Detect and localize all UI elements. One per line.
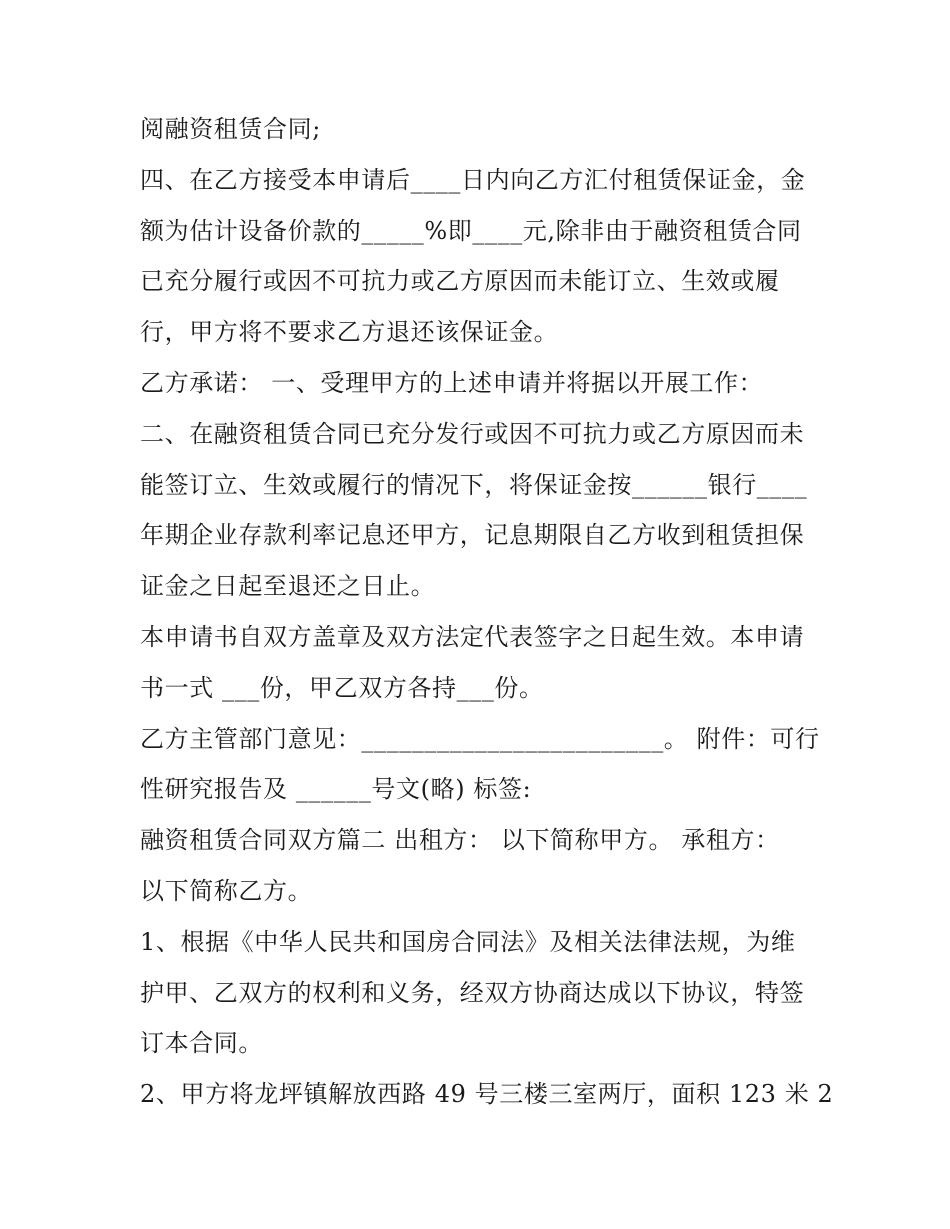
text-line: 2、甲方将龙坪镇解放西路 49 号三楼三室两厅，面积 123 米 2 <box>140 1080 834 1108</box>
text-line: 融资租赁合同双方篇二 出租方： 以下简称甲方。 承租方： <box>140 826 780 854</box>
text-line: 护甲、乙双方的权利和义务，经双方协商达成以下协议，特签 <box>140 979 805 1007</box>
text-line: 本申请书自双方盖章及双方法定代表签字之日起生效。本申请 <box>140 623 805 651</box>
text-line: 已充分履行或因不可抗力或乙方原因而未能订立、生效或履 <box>140 267 780 295</box>
text-line: 阅融资租赁合同; <box>140 115 321 143</box>
text-line: 能签订立、生效或履行的情况下，将保证金按______银行____ <box>140 471 808 499</box>
text-line: 年期企业存款利率记息还甲方，记息期限自乙方收到租赁担保 <box>140 521 805 549</box>
text-line: 乙方承诺： 一、受理甲方的上述申请并将据以开展工作： <box>140 369 764 397</box>
text-line: 行，甲方将不要求乙方退还该保证金。 <box>140 318 559 346</box>
text-line: 证金之日起至退还之日止。 <box>140 572 436 600</box>
text-line: 四、在乙方接受本申请后____日内向乙方汇付租赁保证金，金 <box>140 166 806 194</box>
text-line: 以下简称乙方。 <box>140 877 313 905</box>
text-line: 书一式 ___份，甲乙双方各持___份。 <box>140 674 544 702</box>
text-line: 性研究报告及 ______号文(略) 标签: <box>140 775 532 803</box>
text-line: 额为估计设备价款的_____%即____元,除非由于融资租赁合同 <box>140 217 802 245</box>
text-line: 1、根据《中华人民共和国房合同法》及相关法律法规，为维 <box>140 928 796 956</box>
text-line: 乙方主管部门意见：________________________。 附件：可行 <box>140 725 820 753</box>
text-line: 订本合同。 <box>140 1029 263 1057</box>
text-line: 二、在融资租赁合同已充分发行或因不可抗力或乙方原因而未 <box>140 420 805 448</box>
